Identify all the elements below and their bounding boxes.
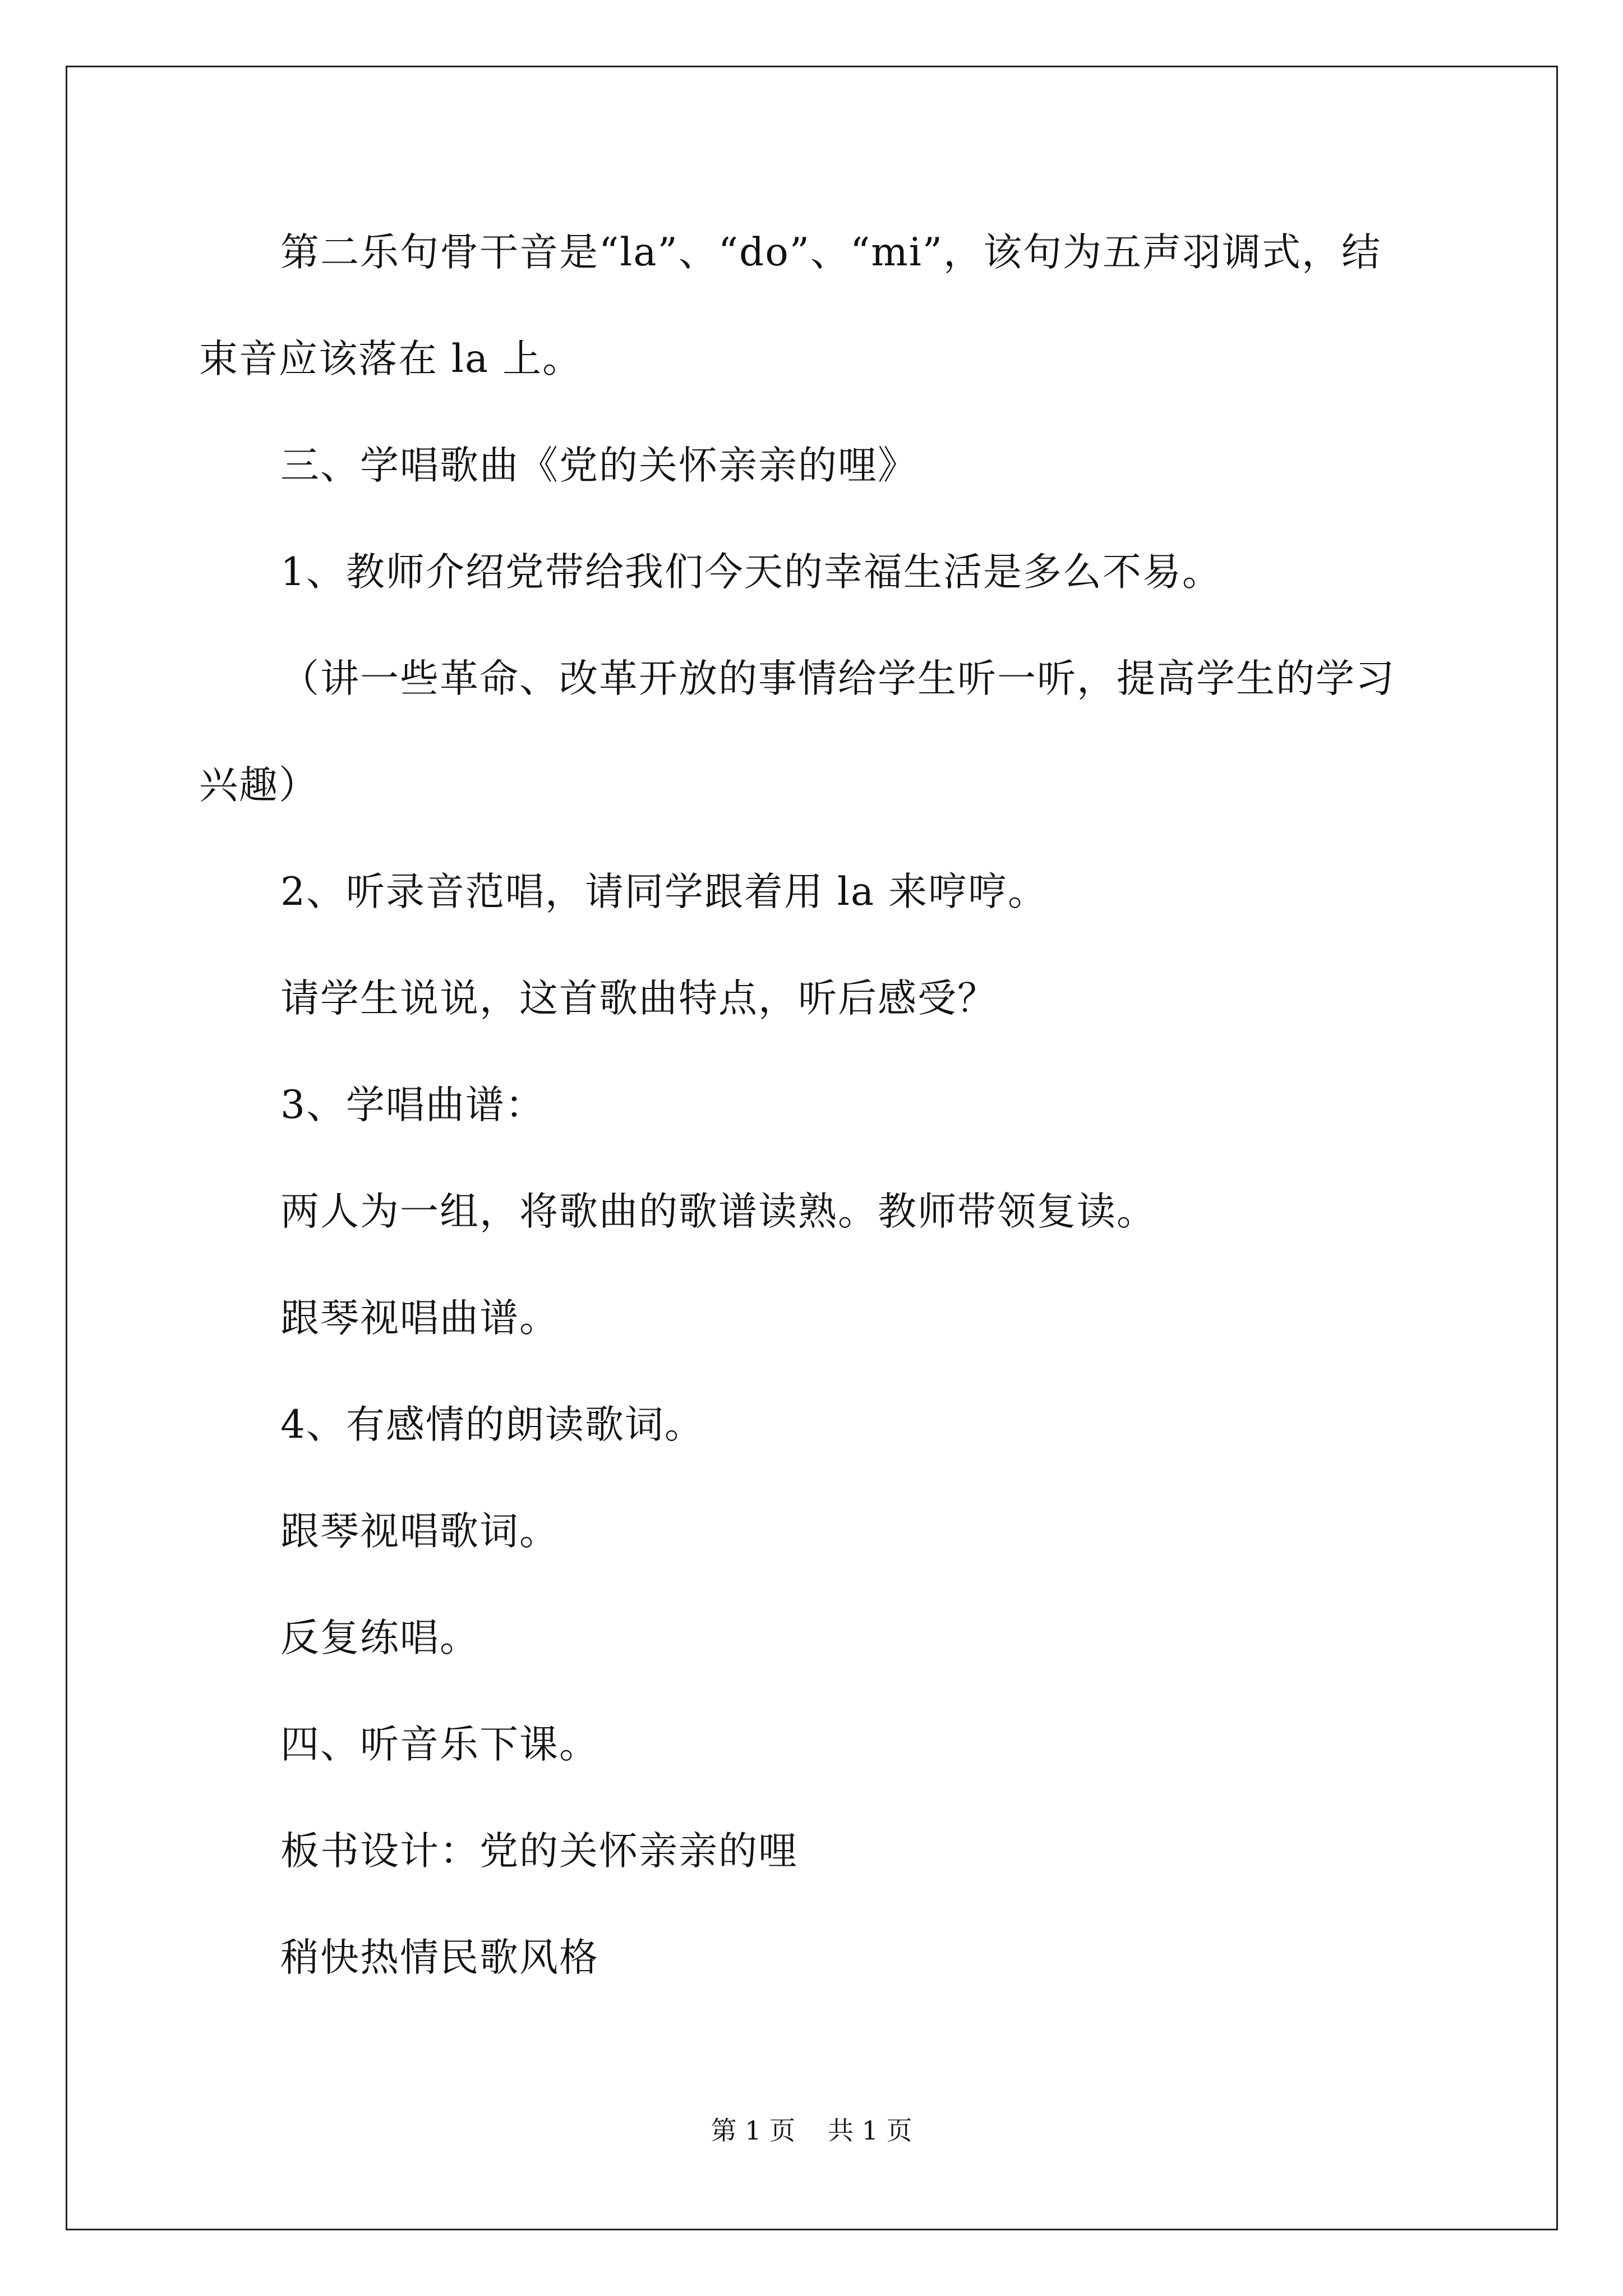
paragraph-line-7: 2、听录音范唱，请同学跟着用 la 来哼哼。 (280, 869, 1048, 914)
page-border (66, 66, 1558, 2230)
page-footer (0, 2115, 1623, 2146)
paragraph-line-8: 请学生说说，这首歌曲特点，听后感受？ (280, 976, 997, 1021)
paragraph-line-9: 3、学唱曲谱： (280, 1083, 545, 1128)
paragraph-line-2: 束音应该落在 la 上。 (199, 337, 583, 381)
page-total: 共 1 页 (828, 2115, 912, 2146)
paragraph-line-17: 稍快热情民歌风格 (280, 1935, 599, 1980)
paragraph-line-13: 跟琴视唱歌词。 (280, 1509, 559, 1554)
paragraph-line-16: 板书设计：党的关怀亲亲的哩 (280, 1829, 798, 1874)
paragraph-line-6: 兴趣） (199, 763, 319, 808)
paragraph-line-11: 跟琴视唱曲谱。 (280, 1296, 559, 1341)
paragraph-line-1: 第二乐句骨干音是“la”、“do”、“mi”，该句为五声羽调式，结 (280, 230, 1382, 275)
paragraph-line-12: 4、有感情的朗读歌词。 (280, 1402, 704, 1447)
paragraph-line-10: 两人为一组，将歌曲的歌谱读熟。教师带领复读。 (280, 1189, 1156, 1234)
paragraph-line-5: （讲一些革命、改革开放的事情给学生听一听，提高学生的学习 (280, 656, 1395, 701)
section-heading-15: 四、听音乐下课。 (280, 1722, 599, 1767)
paragraph-line-14: 反复练唱。 (280, 1616, 479, 1660)
section-heading-3: 三、学唱歌曲《党的关怀亲亲的哩》 (280, 443, 917, 488)
paragraph-line-4: 1、教师介绍党带给我们今天的幸福生活是多么不易。 (280, 550, 1222, 595)
page-number: 第 1 页 (711, 2115, 795, 2146)
